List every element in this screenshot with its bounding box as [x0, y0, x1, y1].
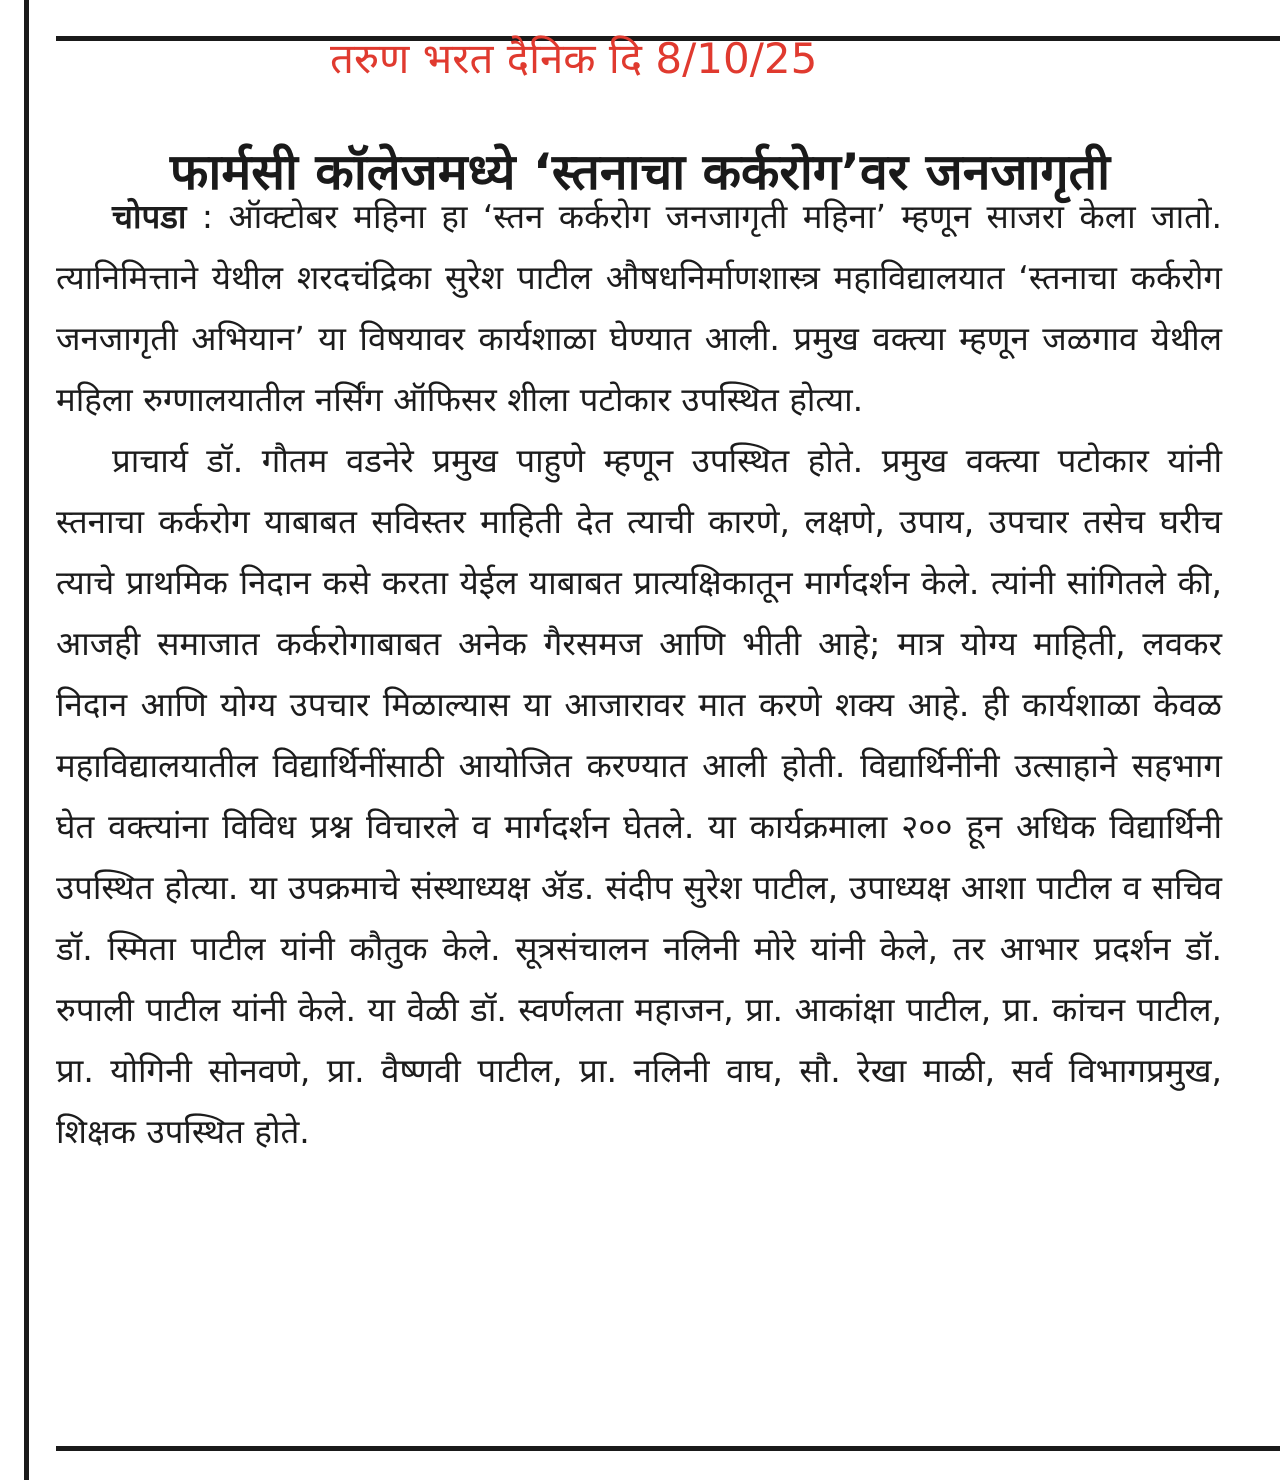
article-paragraph-2: प्राचार्य डॉ. गौतम वडनेरे प्रमुख पाहुणे म्हणून उपस्थित होते. प्रमुख वक्त्या पटोकार यांनी स्तनाचा कर्करोग याबाबत सविस्तर माहिती देत त्याची कारणे, लक्षणे, उपाय, उपचार तसेच घरीच त्याचे प्राथमिक निदान कसे करता येईल याबाबत प्रात्यक्षिकातून मार्गदर्शन केले. त्यांनी सांगितले की, आजही समाजात कर्करोगाबाबत अनेक गैरसमज आणि भीती आहे; मात्र योग्य माहिती, लवकर निदान आणि योग्य उपचार मिळाल्यास या आजारावर मात करणे शक्य आहे. ही कार्यशाळा केवळ महाविद्यालयातील विद्यार्थिनींसाठी आयोजित करण्यात आली होती. विद्यार्थिनींनी उत्साहाने सहभाग घेत वक्त्यांना विविध प्रश्न विचारले व मार्गदर्शन घेतले. या कार्यक्रमाला २०० हून अधिक विद्यार्थिनी उपस्थित होत्या. या उपक्रमाचे संस्थाध्यक्ष ॲड. संदीप सुरेश पाटील, उपाध्यक्ष आशा पाटील व सचिव डॉ. स्मिता पाटील यांनी कौतुक केले. सूत्रसंचालन नलिनी मोरे यांनी केले, तर आभार प्रदर्शन डॉ. रुपाली पाटील यांनी केले. या वेळी डॉ. स्वर्णलता महाजन, प्रा. आकांक्षा पाटील, प्रा. कांचन पाटील, प्रा. योगिनी सोनवणे, प्रा. वैष्णवी पाटील, प्रा. नलिनी वाघ, सौ. रेखा माळी, सर्व विभागप्रमुख, शिक्षक उपस्थित होते.	[56, 441, 1222, 1151]
article-paragraph-1	[56, 186, 1222, 430]
newspaper-source-date: तरुण भरत दैनिक दि 8/10/25	[330, 34, 818, 83]
article-dateline: चोपडा	[112, 197, 187, 236]
article-body	[56, 186, 1222, 1162]
bottom-rule	[56, 1446, 1280, 1451]
article-headline: फार्मसी कॉलेजमध्ये ‘स्तनाचा कर्करोग’वर जनजागृती	[169, 142, 1111, 201]
left-border-rule	[24, 0, 29, 1480]
dateline-separator: :	[186, 197, 229, 236]
paragraph-1-text: ऑक्टोबर महिना हा ‘स्तन कर्करोग जनजागृती महिना’ म्हणून साजरा केला जातो. त्यानिमित्ताने येथील शरदचंद्रिका सुरेश पाटील औषधनिर्माणशास्त्र महाविद्यालयात ‘स्तनाचा कर्करोग जनजागृती अभियान’ या विषयावर कार्यशाळा घेण्यात आली. प्रमुख वक्त्या म्हणून जळगाव येथील महिला रुग्णालयातील नर्सिंग ऑफिसर शीला पटोकार उपस्थित होत्या.	[56, 197, 1222, 419]
